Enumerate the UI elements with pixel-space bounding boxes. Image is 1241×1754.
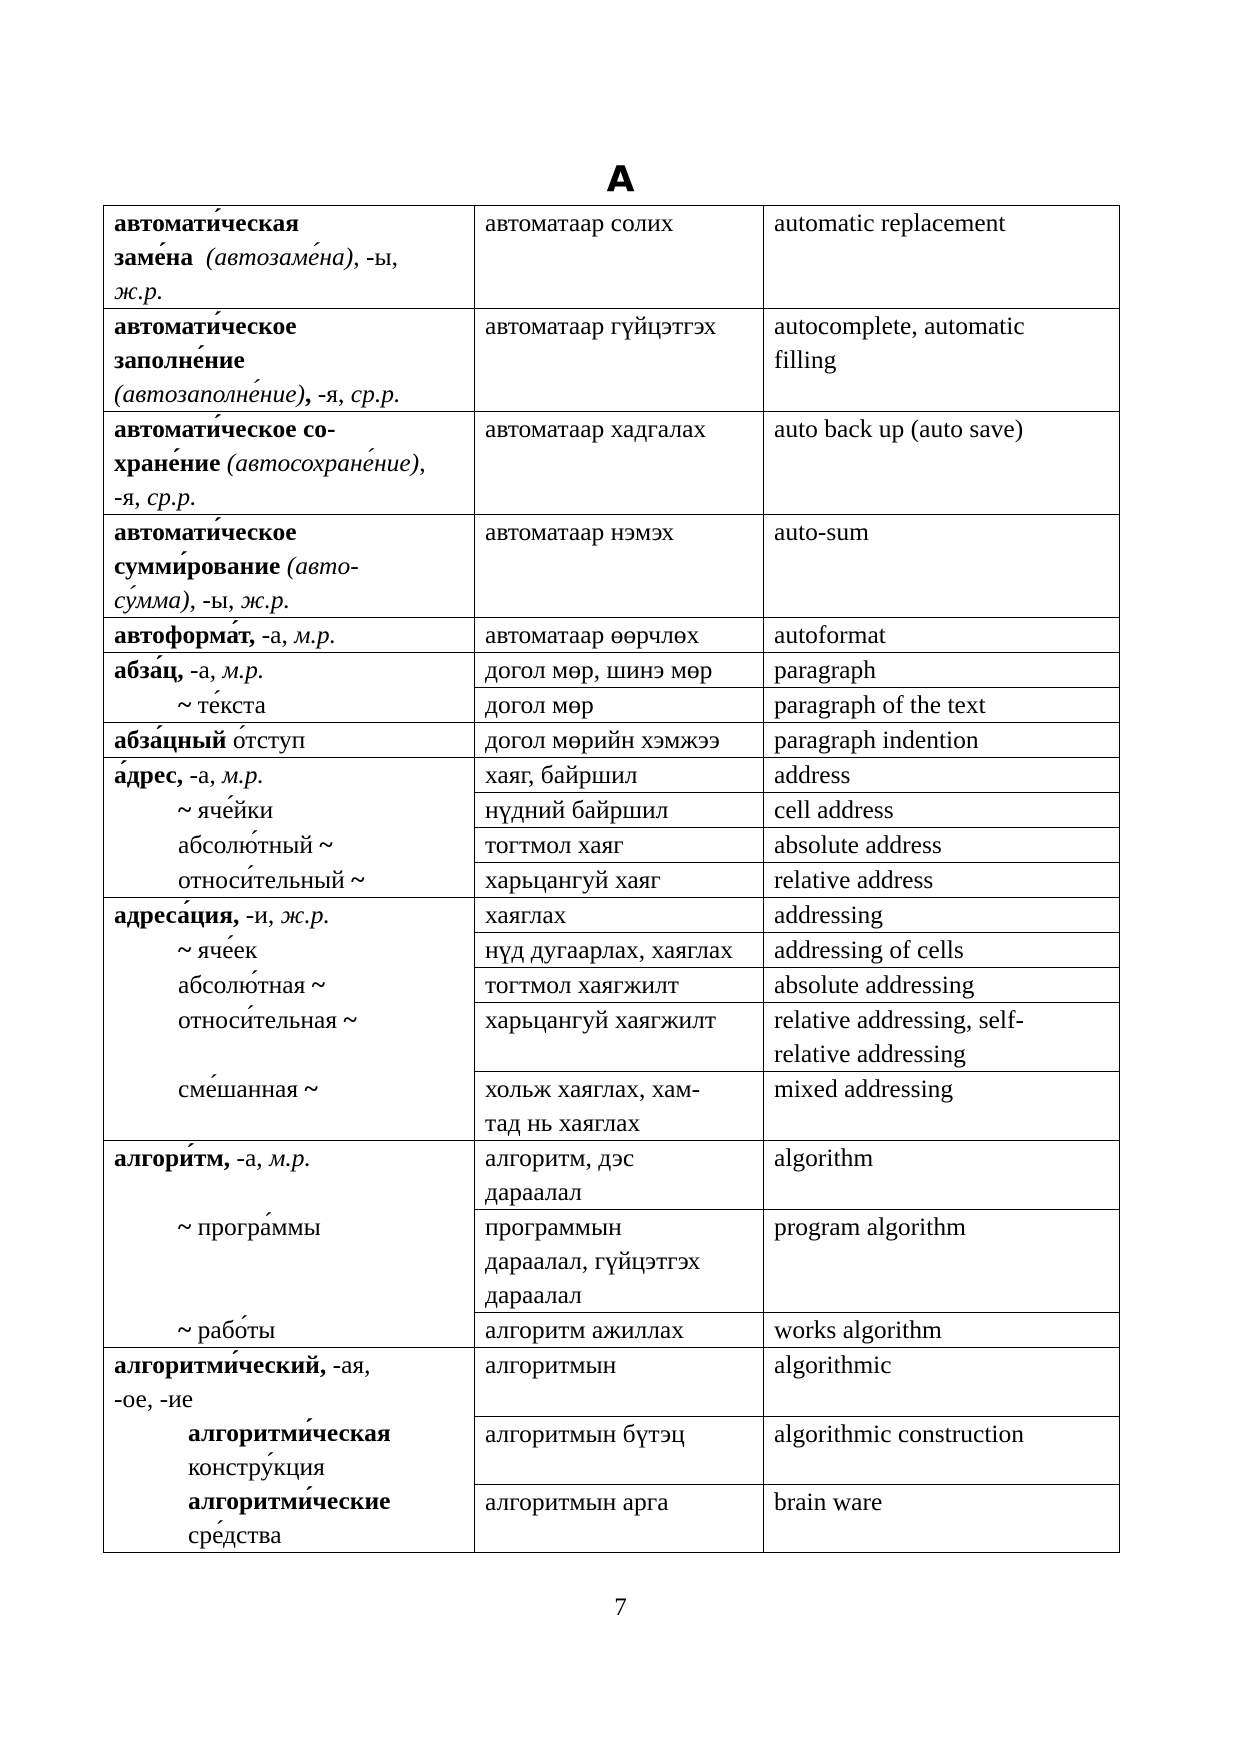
term-segment: яче́ек [191,934,258,964]
page-number: 7 [614,1594,627,1621]
term-segment: (автозаме́на) [205,242,354,271]
translation-line: хаяг, байршил [485,760,638,789]
term-segment: м.р. [269,1143,311,1172]
dictionary-row [104,723,1120,758]
term-segment: , -ы, [189,585,241,614]
russian-term-text [114,1210,321,1244]
translation-line: нүдний байршил [485,795,669,824]
term-segment: абза́цный [114,725,227,754]
russian-term-cell [104,933,475,968]
russian-term-line [114,618,466,652]
russian-term-line [114,1484,466,1518]
russian-term-line [114,968,466,1002]
translation-line: algorithm [774,1143,874,1172]
mongolian-translation-cell [475,688,764,723]
translation-line: дараалал [485,1177,582,1206]
russian-term-line [114,480,466,514]
russian-term-cell [104,758,475,793]
russian-term-text [114,933,257,967]
term-segment: а́дрес, [114,760,184,789]
russian-term-line [114,377,466,411]
russian-term-cell [104,618,475,653]
russian-term-line [114,309,466,343]
translation-line: харьцангуй хаяг [485,865,661,894]
russian-term-text [114,448,426,477]
translation-line: автоматаар хадгалах [485,414,707,443]
translation-line: cell address [774,795,894,824]
russian-term-cell [104,863,475,898]
term-segment: (авто- [286,551,359,580]
term-segment: су́мма) [114,585,190,614]
translation-line: paragraph indention [774,725,979,754]
translation-line: algorithmic construction [774,1418,1024,1448]
russian-term-line [114,1003,466,1037]
dictionary-row [104,1416,1120,1484]
translation-line: program algorithm [774,1212,966,1241]
translation-line: auto back up (auto save) [774,414,1024,443]
dictionary-row [104,1003,1120,1072]
translation-line: программын [485,1212,622,1241]
term-segment: -я, [114,482,147,511]
russian-term-line [114,1450,466,1484]
mongolian-translation-cell [475,828,764,863]
translation-line: filling [774,345,837,374]
term-segment: -ая, [326,1350,371,1379]
english-translation-cell [764,1484,1120,1553]
term-segment: о́тступ [226,725,306,754]
term-segment: ж.р. [114,276,164,305]
term-segment: ср.р. [146,482,197,511]
russian-term-text [114,1072,318,1106]
translation-line: auto-sum [774,517,869,546]
term-segment: ~ [178,689,192,719]
dictionary-row [104,309,1120,412]
russian-term-line [114,933,466,967]
english-translation-cell [764,618,1120,653]
english-translation-cell [764,933,1120,968]
english-translation-cell [764,828,1120,863]
russian-term-text [114,900,330,929]
mongolian-translation-cell [475,793,764,828]
mongolian-translation-cell [475,412,764,515]
russian-term-cell [104,898,475,933]
term-segment: програ́ммы [191,1211,321,1241]
term-segment: ~ [319,829,333,859]
russian-term-line [114,1348,466,1382]
translation-line: догол мөрийн хэмжээ [485,725,720,754]
mongolian-translation-cell [475,653,764,688]
russian-term-text [114,276,163,305]
russian-term-cell [104,1484,475,1553]
mongolian-translation-cell [475,618,764,653]
section-letter: А [606,159,635,200]
term-segment: автомати́ческое [114,517,297,546]
translation-line: relative addressing [774,1039,966,1068]
english-translation-cell [764,515,1120,618]
mongolian-translation-cell [475,1348,764,1417]
dictionary-row [104,758,1120,793]
term-segment: абсолю́тный [178,829,320,859]
russian-term-cell [104,515,475,618]
term-segment: ж.р. [240,585,290,614]
term-segment: сре́дства [188,1520,282,1549]
term-segment: относи́тельная [178,1004,344,1034]
translation-line: mixed addressing [774,1074,954,1103]
english-translation-cell [764,723,1120,758]
russian-term-cell [104,793,475,828]
english-translation-cell [764,1313,1120,1348]
dictionary-row [104,618,1120,653]
russian-term-line [114,758,466,792]
mongolian-translation-cell [475,933,764,968]
russian-term-line [114,898,466,932]
mongolian-translation-cell [475,1313,764,1348]
english-translation-cell [764,1141,1120,1210]
term-segment: заме́на [114,242,194,271]
term-segment: абсолю́тная [178,969,312,999]
term-segment: ср.р. [350,379,401,408]
translation-line: харьцангуй хаягжилт [485,1005,717,1034]
dictionary-row [104,515,1120,618]
russian-term-line [114,1518,466,1552]
mongolian-translation-cell [475,968,764,1003]
russian-term-text [114,725,305,754]
term-segment: -а, [183,760,223,789]
dictionary-row [104,412,1120,515]
mongolian-translation-cell [475,898,764,933]
mongolian-translation-cell [475,758,764,793]
russian-term-cell [104,1348,475,1417]
term-segment: яче́йки [191,794,274,824]
dictionary-row [104,1141,1120,1210]
mongolian-translation-cell [475,206,764,309]
dictionary-row [104,863,1120,898]
russian-term-text [114,1518,282,1552]
russian-term-text [114,1143,311,1172]
russian-term-cell [104,1313,475,1348]
term-segment: автомати́ческое со- [114,414,336,443]
term-segment: алгоритми́ческие [188,1486,391,1515]
term-segment: автомати́ческое [114,311,297,340]
term-segment: -я, [311,379,351,408]
translation-line: paragraph [774,655,876,684]
translation-line: addressing [774,900,884,929]
mongolian-translation-cell [475,1416,764,1484]
term-segment: относи́тельный [178,864,352,894]
translation-line: нүд дугаарлах, хаяглах [485,935,733,964]
translation-line: автоматаар солих [485,208,674,237]
russian-term-text [114,1313,275,1347]
translation-line: relative addressing, self- [774,1005,1024,1034]
russian-term-text [114,585,290,614]
russian-term-line [114,1416,466,1450]
term-segment: м.р. [294,620,337,649]
russian-term-cell [104,653,475,688]
mongolian-translation-cell [475,1003,764,1072]
term-segment: констру́кция [188,1452,325,1481]
term-segment: те́кста [191,689,266,719]
russian-term-text [114,414,336,443]
term-segment: алгоритми́ческий, [114,1350,327,1379]
translation-line: autocomplete, automatic [774,311,1025,340]
dictionary-row [104,1210,1120,1313]
term-segment: -а, [183,655,223,684]
term-segment: ~ [178,794,192,824]
english-translation-cell [764,206,1120,309]
mongolian-translation-cell [475,1072,764,1141]
russian-term-text [114,760,264,789]
term-segment: ~ [311,969,325,999]
term-segment: -а, [230,1143,270,1172]
english-translation-cell [764,653,1120,688]
translation-line: алгоритмын [485,1350,617,1379]
russian-term-line [114,446,466,480]
translation-line: brain ware [774,1486,883,1516]
russian-term-cell [104,828,475,863]
russian-term-line [114,240,466,274]
dictionary-row [104,828,1120,863]
translation-line: absolute address [774,830,942,859]
russian-term-line [114,723,466,757]
english-translation-cell [764,1348,1120,1417]
russian-term-text [114,968,325,1002]
translation-line: autoformat [774,620,886,649]
english-translation-cell [764,1210,1120,1313]
translation-line: автоматаар гүйцэтгэх [485,311,717,340]
english-translation-cell [764,1072,1120,1141]
russian-term-line [114,1072,466,1106]
term-segment: (автозаполне́ние) [114,379,306,408]
russian-term-text [114,828,333,862]
russian-term-text [114,345,245,374]
dictionary-row [104,793,1120,828]
translation-line: догол мөр, шинэ мөр [485,655,713,684]
translation-line: хаяглах [485,900,567,929]
term-segment: м.р. [222,655,265,684]
russian-term-line [114,549,466,583]
translation-line: algorithmic [774,1350,892,1379]
russian-term-line [114,1141,466,1175]
russian-term-line [114,515,466,549]
dictionary-row [104,933,1120,968]
russian-term-cell [104,968,475,1003]
term-segment: ~ [178,1211,192,1241]
russian-term-line [114,1313,466,1347]
term-segment [193,242,206,271]
translation-line: тад нь хаяглах [485,1108,641,1137]
english-translation-cell [764,863,1120,898]
russian-term-text [114,551,359,580]
term-segment: ~ [351,864,365,894]
translation-line: хольж хаяглах, хам- [485,1074,701,1103]
mongolian-translation-cell [475,309,764,412]
term-segment: автомати́ческая [114,208,300,237]
dictionary-body [104,206,1120,1553]
term-segment: сумми́рование [114,551,281,580]
dictionary-table [103,205,1120,1553]
russian-term-text [114,208,299,237]
translation-line: дараалал, гүйцэтгэх [485,1246,701,1275]
russian-term-text [114,1416,391,1450]
english-translation-cell [764,793,1120,828]
translation-line: paragraph of the text [774,690,986,719]
russian-term-text [114,242,398,271]
russian-term-cell [104,309,475,412]
term-segment: ж.р. [280,900,330,929]
russian-term-cell [104,412,475,515]
english-translation-cell [764,968,1120,1003]
translation-line: автоматаар өөрчлөх [485,620,700,649]
russian-term-text [114,1350,371,1379]
term-segment: (автосохране́ние) [226,448,420,477]
translation-line: absolute addressing [774,970,975,999]
russian-term-line [114,343,466,377]
term-segment: рабо́ты [191,1314,276,1344]
term-segment: заполне́ние [114,345,245,374]
russian-term-cell [104,688,475,723]
english-translation-cell [764,1416,1120,1484]
translation-line: дараалал [485,1280,582,1309]
dictionary-row [104,206,1120,309]
english-translation-cell [764,898,1120,933]
english-translation-cell [764,309,1120,412]
mongolian-translation-cell [475,723,764,758]
translation-line: алгоритм, дэс [485,1143,635,1172]
term-segment: , -ы, [353,242,398,271]
mongolian-translation-cell [475,1484,764,1553]
translation-line: догол мөр [485,690,594,719]
russian-term-line [114,688,466,722]
term-segment: м.р. [222,760,264,789]
term-segment: абза́ц, [114,655,184,684]
russian-term-text [114,517,297,546]
mongolian-translation-cell [475,1141,764,1210]
russian-term-text [114,793,273,827]
russian-term-cell [104,723,475,758]
dictionary-row [104,688,1120,723]
russian-term-line [114,863,466,897]
russian-term-text [114,482,197,511]
term-segment: алгоритми́ческая [188,1418,391,1447]
russian-term-line [114,793,466,827]
english-translation-cell [764,758,1120,793]
translation-line: алгоритм ажиллах [485,1315,684,1344]
translation-line: тогтмол хаягжилт [485,970,679,999]
translation-line: works algorithm [774,1315,942,1344]
term-segment: ~ [343,1004,357,1034]
translation-line: relative address [774,865,934,894]
dictionary-row [104,898,1120,933]
russian-term-text [114,1484,390,1518]
term-segment: ~ [178,934,192,964]
translation-line: алгоритмын бүтэц [485,1418,685,1448]
term-segment: , [419,448,426,477]
russian-term-text [114,1450,325,1484]
term-segment: хране́ние [114,448,221,477]
translation-line: алгоритмын арга [485,1486,669,1516]
russian-term-line [114,828,466,862]
term-segment: -ое, -ие [114,1384,194,1413]
dictionary-row [104,653,1120,688]
translation-line: addressing of cells [774,935,964,964]
russian-term-text [114,688,266,722]
russian-term-cell [104,206,475,309]
russian-term-line [114,583,466,617]
russian-term-cell [104,1416,475,1484]
dictionary-row [104,1348,1120,1417]
dictionary-row [104,1072,1120,1141]
russian-term-text [114,1003,357,1037]
russian-term-text [114,863,364,897]
mongolian-translation-cell [475,515,764,618]
russian-term-line [114,1210,466,1244]
russian-term-text [114,655,264,684]
english-translation-cell [764,412,1120,515]
english-translation-cell [764,688,1120,723]
russian-term-text [114,1384,193,1413]
term-segment: -и, [239,900,281,929]
dictionary-row [104,968,1120,1003]
russian-term-line [114,653,466,687]
russian-term-line [114,206,466,240]
russian-term-cell [104,1072,475,1141]
translation-line: address [774,760,851,789]
translation-line: автоматаар нэмэх [485,517,675,546]
russian-term-text [114,311,297,340]
russian-term-text [114,620,336,649]
russian-term-line [114,412,466,446]
dictionary-row [104,1484,1120,1553]
dictionary-row [104,1313,1120,1348]
translation-line: automatic replacement [774,208,1006,237]
term-segment: сме́шанная [178,1073,305,1103]
english-translation-cell [764,1003,1120,1072]
term-segment: , [305,379,312,408]
russian-term-line [114,1382,466,1416]
mongolian-translation-cell [475,1210,764,1313]
term-segment: автоформа́т, [114,620,256,649]
term-segment: алгори́тм, [114,1143,231,1172]
term-segment: -а, [255,620,295,649]
term-segment: ~ [304,1073,318,1103]
russian-term-line [114,274,466,308]
russian-term-cell [104,1141,475,1210]
term-segment: ~ [178,1314,192,1344]
mongolian-translation-cell [475,863,764,898]
term-segment: адреса́ция, [114,900,240,929]
russian-term-text [114,379,400,408]
translation-line: тогтмол хаяг [485,830,624,859]
russian-term-cell [104,1210,475,1313]
russian-term-cell [104,1003,475,1072]
